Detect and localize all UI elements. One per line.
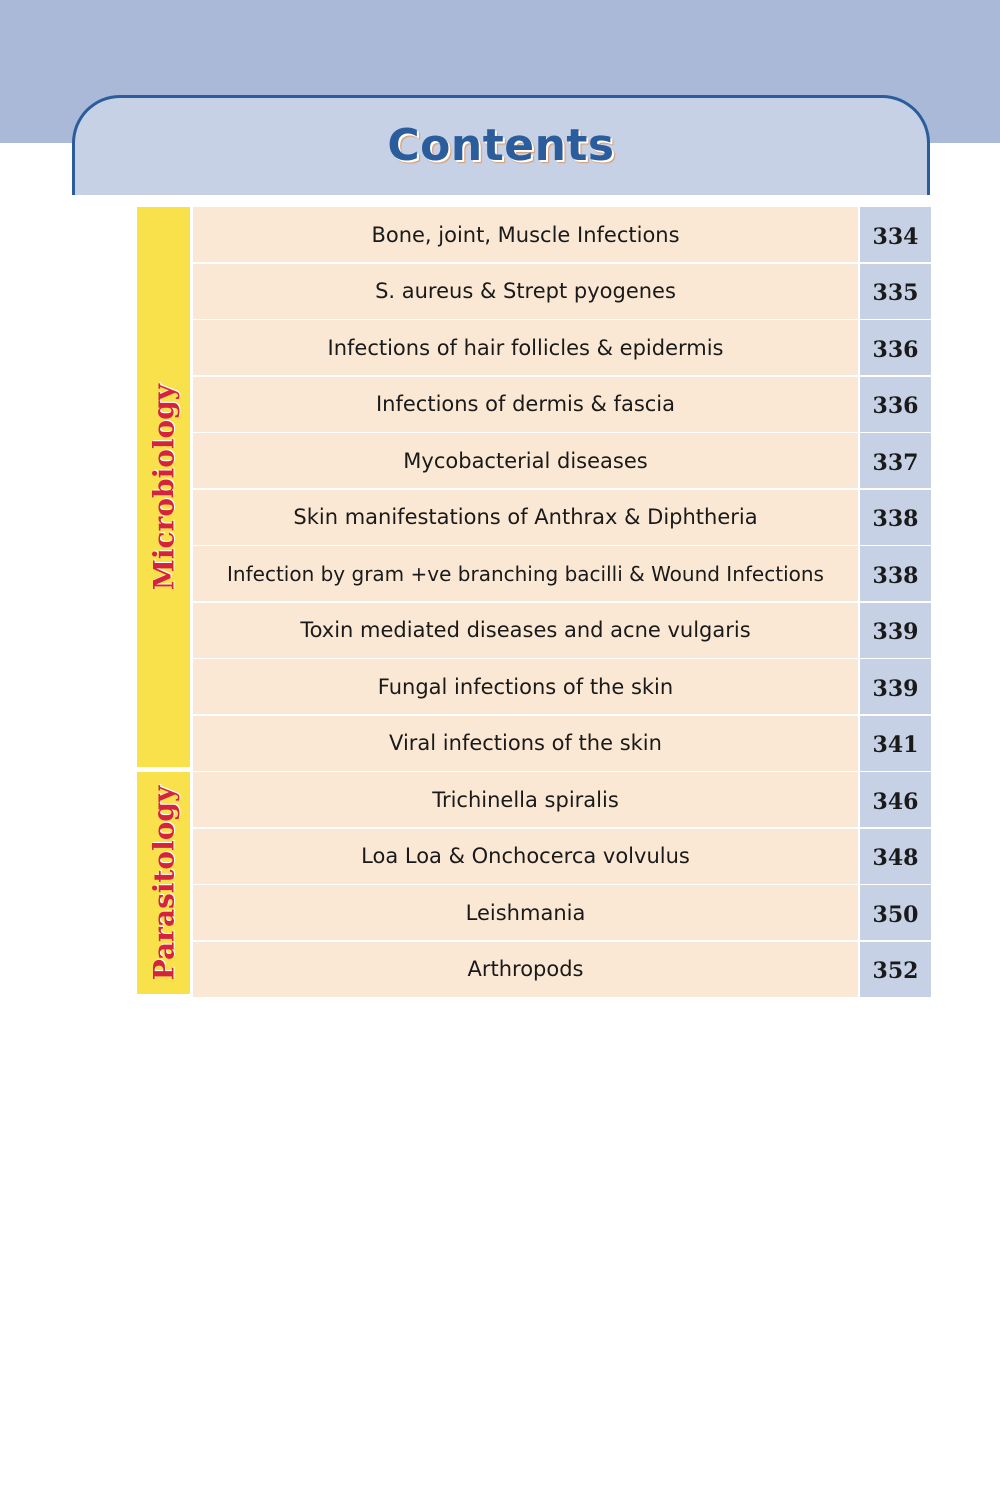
toc-row[interactable] — [193, 603, 931, 658]
toc-row-page: 338 — [860, 546, 931, 601]
toc-row-title[interactable]: Loa Loa & Onchocerca volvulus — [193, 829, 858, 884]
toc-row-title[interactable]: Infections of hair follicles & epidermis — [193, 320, 858, 375]
toc-row-title[interactable]: Arthropods — [193, 942, 858, 997]
section-microbiology — [137, 207, 931, 767]
toc-row-page: 339 — [860, 603, 931, 658]
toc-row-page: 339 — [860, 659, 931, 714]
toc-row[interactable] — [193, 942, 931, 997]
toc-row[interactable] — [193, 659, 931, 714]
page-title: Contents — [387, 120, 615, 171]
section-label-microbiology — [137, 207, 190, 767]
toc-row-page: 335 — [860, 264, 931, 319]
toc-row-title[interactable]: S. aureus & Strept pyogenes — [193, 264, 858, 319]
section-label-parasitology — [137, 772, 190, 994]
toc-row-title[interactable]: Trichinella spiralis — [193, 772, 858, 827]
title-tab — [72, 95, 930, 195]
section-label-text: Parasitology — [147, 785, 180, 981]
toc-row-page: 334 — [860, 207, 931, 262]
toc-row-title[interactable]: Infections of dermis & fascia — [193, 377, 858, 432]
toc-row-title[interactable]: Toxin mediated diseases and acne vulgaris — [193, 603, 858, 658]
toc-row-page: 336 — [860, 377, 931, 432]
toc-row[interactable] — [193, 320, 931, 375]
toc-row-title[interactable]: Viral infections of the skin — [193, 716, 858, 771]
toc-row-page: 348 — [860, 829, 931, 884]
toc-row-title[interactable]: Infection by gram +ve branching bacilli & Wound Infections — [193, 546, 858, 601]
toc-row-title[interactable]: Bone, joint, Muscle Infections — [193, 207, 858, 262]
toc-row-page: 336 — [860, 320, 931, 375]
toc-row[interactable] — [193, 546, 931, 601]
toc-row-page: 337 — [860, 433, 931, 488]
toc-row[interactable] — [193, 264, 931, 319]
section-label-text: Microbiology — [147, 383, 180, 591]
toc-row[interactable] — [193, 772, 931, 827]
toc-row-page: 346 — [860, 772, 931, 827]
toc-row-page: 352 — [860, 942, 931, 997]
toc-row-page: 350 — [860, 885, 931, 940]
section-parasitology — [137, 772, 931, 994]
toc-row[interactable] — [193, 490, 931, 545]
toc-row[interactable] — [193, 829, 931, 884]
toc-row-title[interactable]: Mycobacterial diseases — [193, 433, 858, 488]
toc-row[interactable] — [193, 207, 931, 262]
toc-row-title[interactable]: Leishmania — [193, 885, 858, 940]
toc-row-title[interactable]: Skin manifestations of Anthrax & Diphtheria — [193, 490, 858, 545]
toc-row[interactable] — [193, 885, 931, 940]
toc-row-page: 338 — [860, 490, 931, 545]
toc-row-title[interactable]: Fungal infections of the skin — [193, 659, 858, 714]
toc-row-page: 341 — [860, 716, 931, 771]
toc-row[interactable] — [193, 377, 931, 432]
toc-row[interactable] — [193, 433, 931, 488]
toc-row[interactable] — [193, 716, 931, 771]
